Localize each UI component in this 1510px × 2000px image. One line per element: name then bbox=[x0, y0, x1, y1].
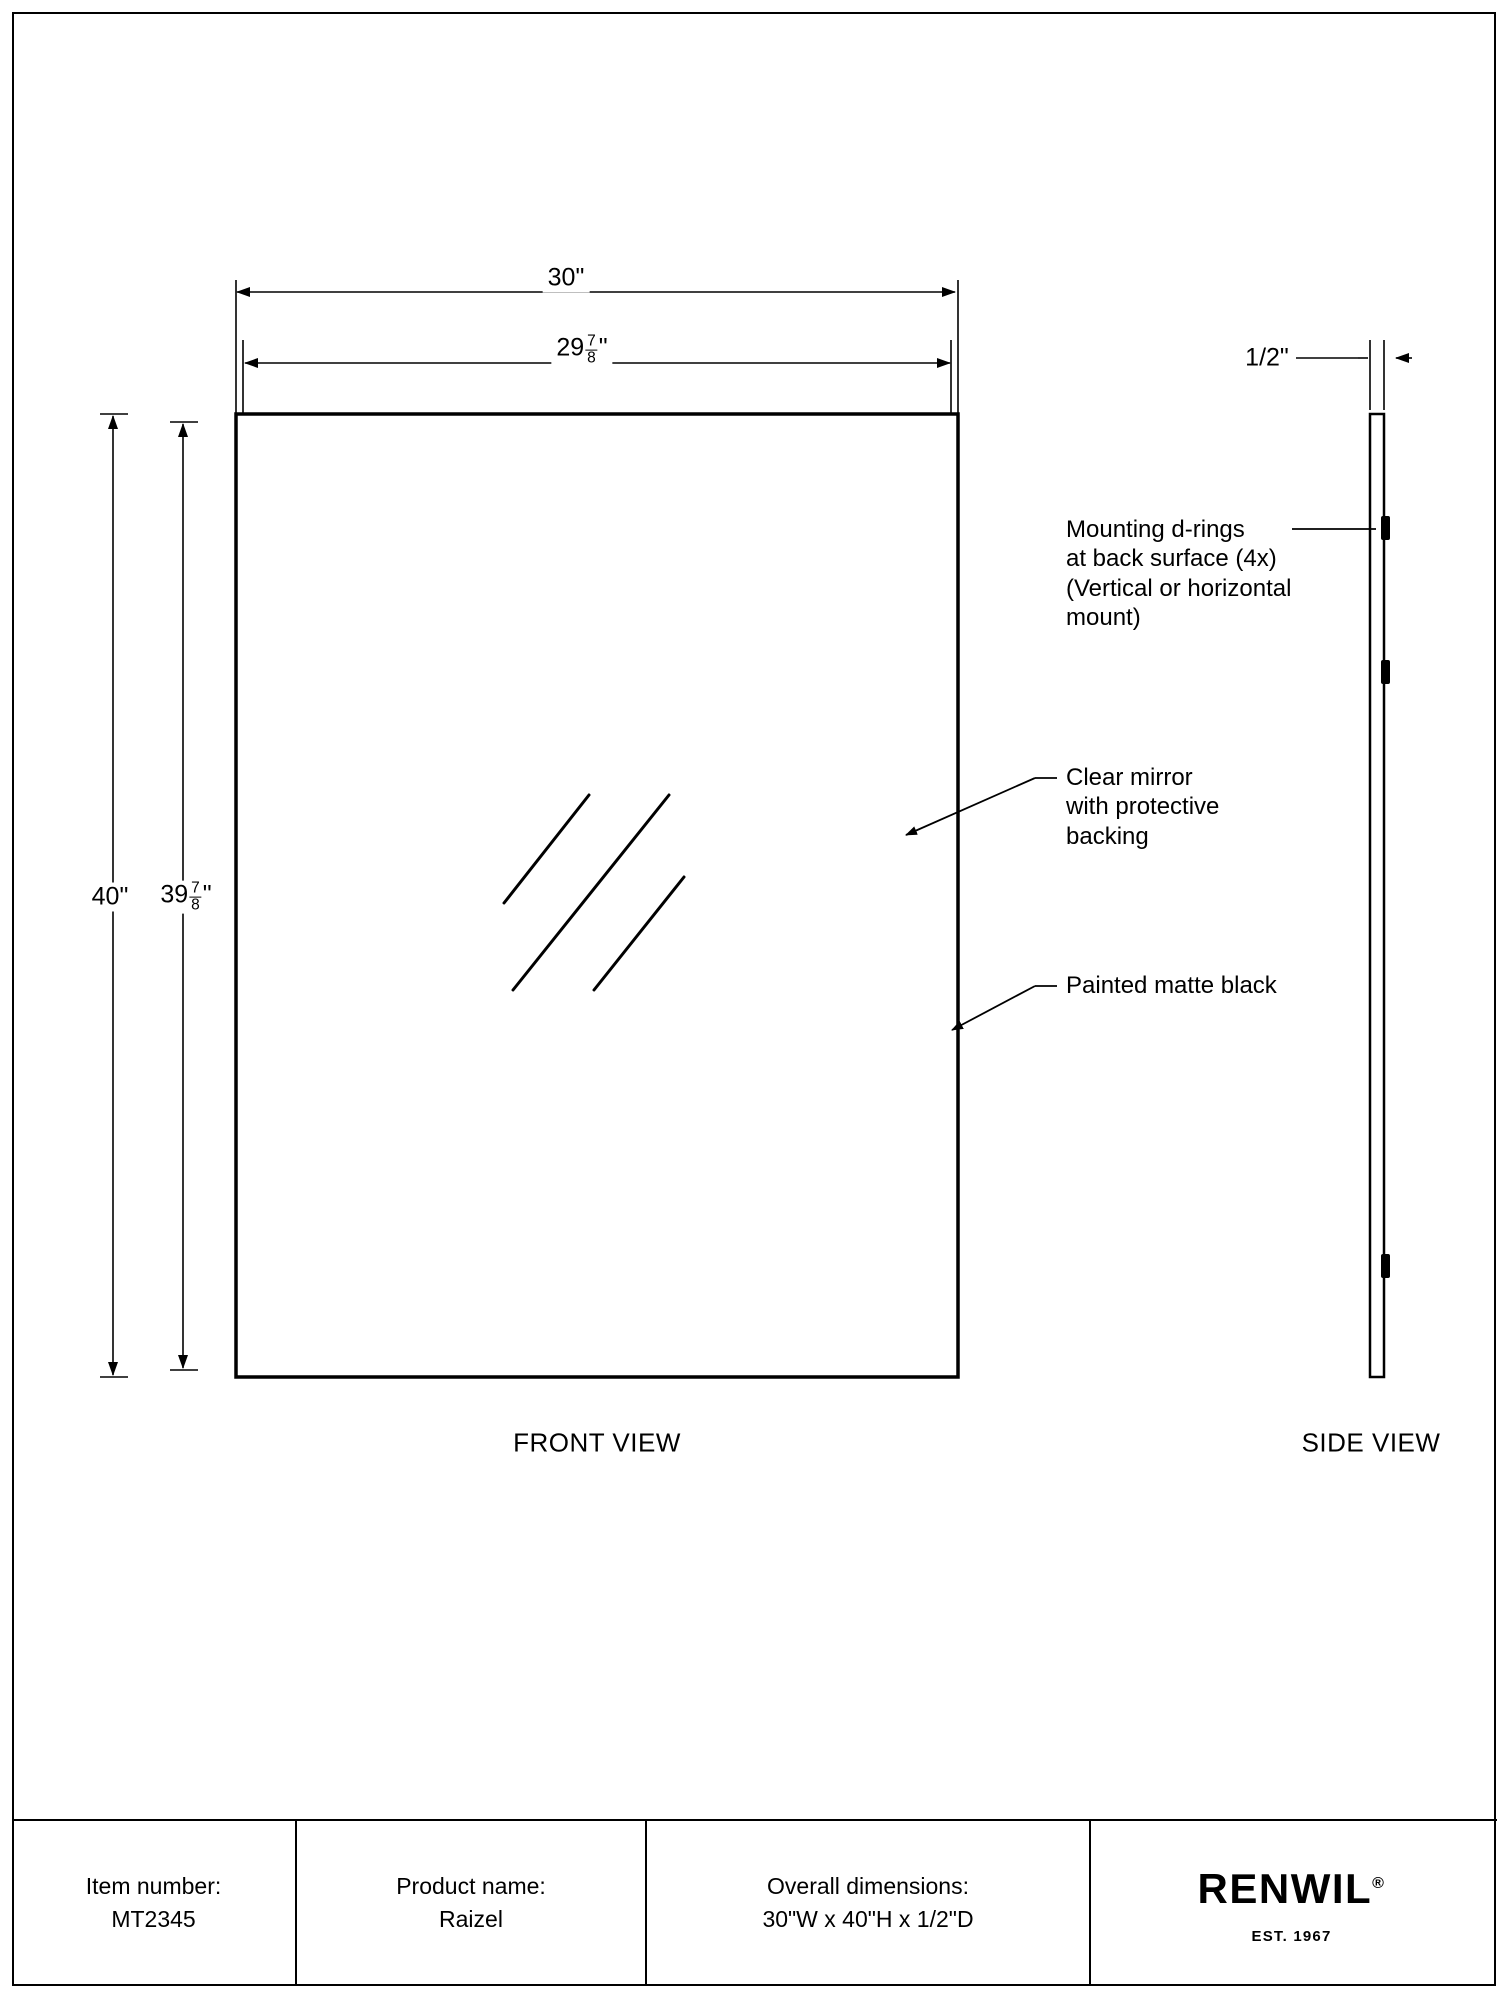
callout-d-rings-line-3: (Vertical or horizontal bbox=[1066, 574, 1292, 602]
callout-mirror-line-3: backing bbox=[1066, 822, 1149, 850]
overall-dimensions-label: Overall dimensions: bbox=[767, 1872, 969, 1899]
leader-painted-matte-black bbox=[952, 986, 1057, 1030]
dimension-label-depth: 1/2" bbox=[1240, 344, 1294, 373]
callout-mirror-line-2: with protective bbox=[1066, 793, 1220, 821]
title-block-product-name bbox=[297, 1820, 647, 1986]
title-block-item-number bbox=[12, 1820, 297, 1986]
front-view-label: FRONT VIEW bbox=[513, 1427, 681, 1458]
callout-painted-matte-black bbox=[1066, 971, 1277, 1000]
callout-clear-mirror bbox=[1066, 763, 1219, 851]
dimension-label-width-overall: 30" bbox=[543, 264, 590, 293]
product-name-label: Product name: bbox=[396, 1872, 546, 1899]
brand-established: EST. 1967 bbox=[1251, 1927, 1332, 1945]
title-block-brand-logo bbox=[1091, 1820, 1492, 1986]
front-view-mirror-outline bbox=[236, 414, 958, 1377]
dimension-label-height-overall: 40" bbox=[87, 883, 134, 912]
title-block-overall-dimensions bbox=[647, 1820, 1091, 1986]
overall-dimensions-value: 30"W x 40"H x 1/2"D bbox=[762, 1906, 974, 1932]
registered-trademark-icon: ® bbox=[1372, 1874, 1386, 1892]
callout-mirror-line-1: Clear mirror bbox=[1066, 764, 1193, 791]
brand-name: RENWIL bbox=[1197, 1864, 1373, 1912]
dimension-label-height-inner: 39 $\frac{7}{8}$ " bbox=[155, 881, 216, 914]
brand-wordmark bbox=[1198, 1859, 1386, 1920]
callout-d-rings-line-1: Mounting d-rings bbox=[1066, 516, 1245, 543]
item-number-value: MT2345 bbox=[111, 1906, 196, 1932]
dimension-label-width-inner: 29 $\frac{7}{8}$ " bbox=[551, 334, 612, 367]
item-number-label: Item number: bbox=[85, 1872, 222, 1899]
callout-d-rings-line-2: at back surface (4x) bbox=[1066, 545, 1277, 573]
callout-mounting-d-rings bbox=[1066, 515, 1291, 632]
side-view-profile bbox=[1370, 414, 1384, 1377]
side-view-label: SIDE VIEW bbox=[1301, 1427, 1441, 1458]
product-name-value: Raizel bbox=[439, 1906, 503, 1932]
callout-d-rings-line-4: mount) bbox=[1066, 603, 1141, 631]
callout-paint-line-1: Painted matte black bbox=[1066, 972, 1277, 999]
title-block bbox=[12, 1820, 1496, 1986]
dimension-depth bbox=[1296, 340, 1412, 410]
